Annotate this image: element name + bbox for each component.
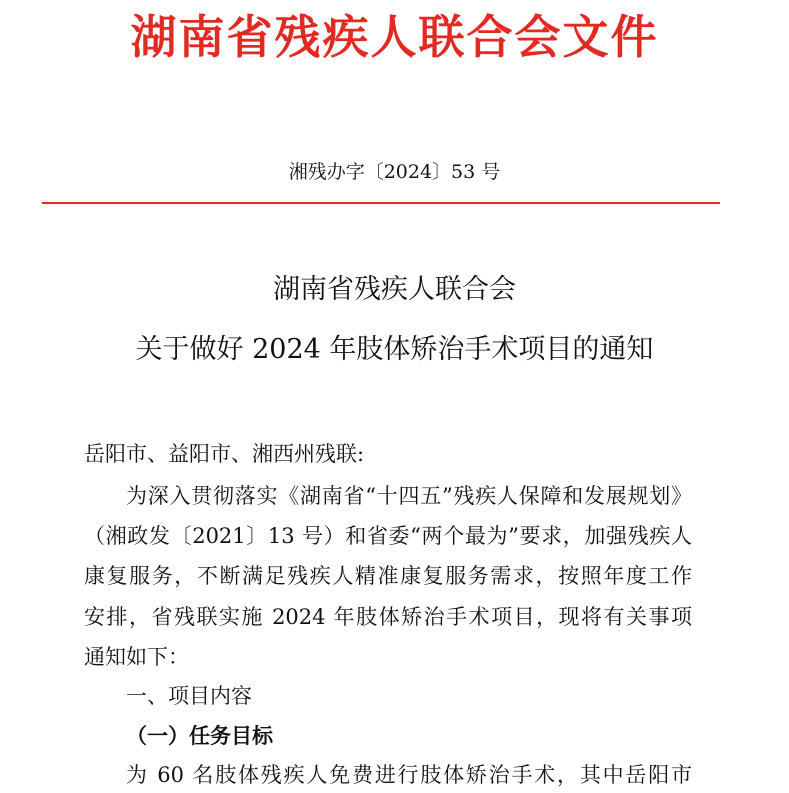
body-paragraph-line: 通知如下： (84, 645, 189, 669)
target-paragraph-line: 为 60 名肢体残疾人免费进行肢体矫治手术，其中岳阳市 (126, 763, 692, 787)
section-heading: 一、项目内容 (126, 684, 252, 708)
document-number: 湘残办字〔2024〕53 号 (288, 161, 501, 183)
subsection-heading: （一）任务目标 (126, 724, 273, 748)
body-paragraph-line: 康复服务，不断满足残疾人精准康复服务需求，按照年度工作 (84, 564, 692, 588)
document-title-line-2: 关于做好 2024 年肢体矫治手术项目的通知 (135, 334, 654, 365)
body-paragraph-line: （湘政发〔2021〕13 号）和省委“两个最为”要求，加强残疾人 (84, 524, 692, 548)
red-separator-line (42, 202, 720, 204)
body-paragraph-line: 安排，省残联实施 2024 年肢体矫治手术项目，现将有关事项 (84, 605, 692, 629)
issuer-header-title: 湖南省残疾人联合会文件 (130, 10, 659, 64)
document-title-line-1: 湖南省残疾人联合会 (273, 274, 516, 305)
recipients-line: 岳阳市、益阳市、湘西州残联: (84, 442, 365, 466)
body-paragraph-line: 为深入贯彻落实《湖南省“十四五”残疾人保障和发展规划》 (126, 484, 692, 508)
